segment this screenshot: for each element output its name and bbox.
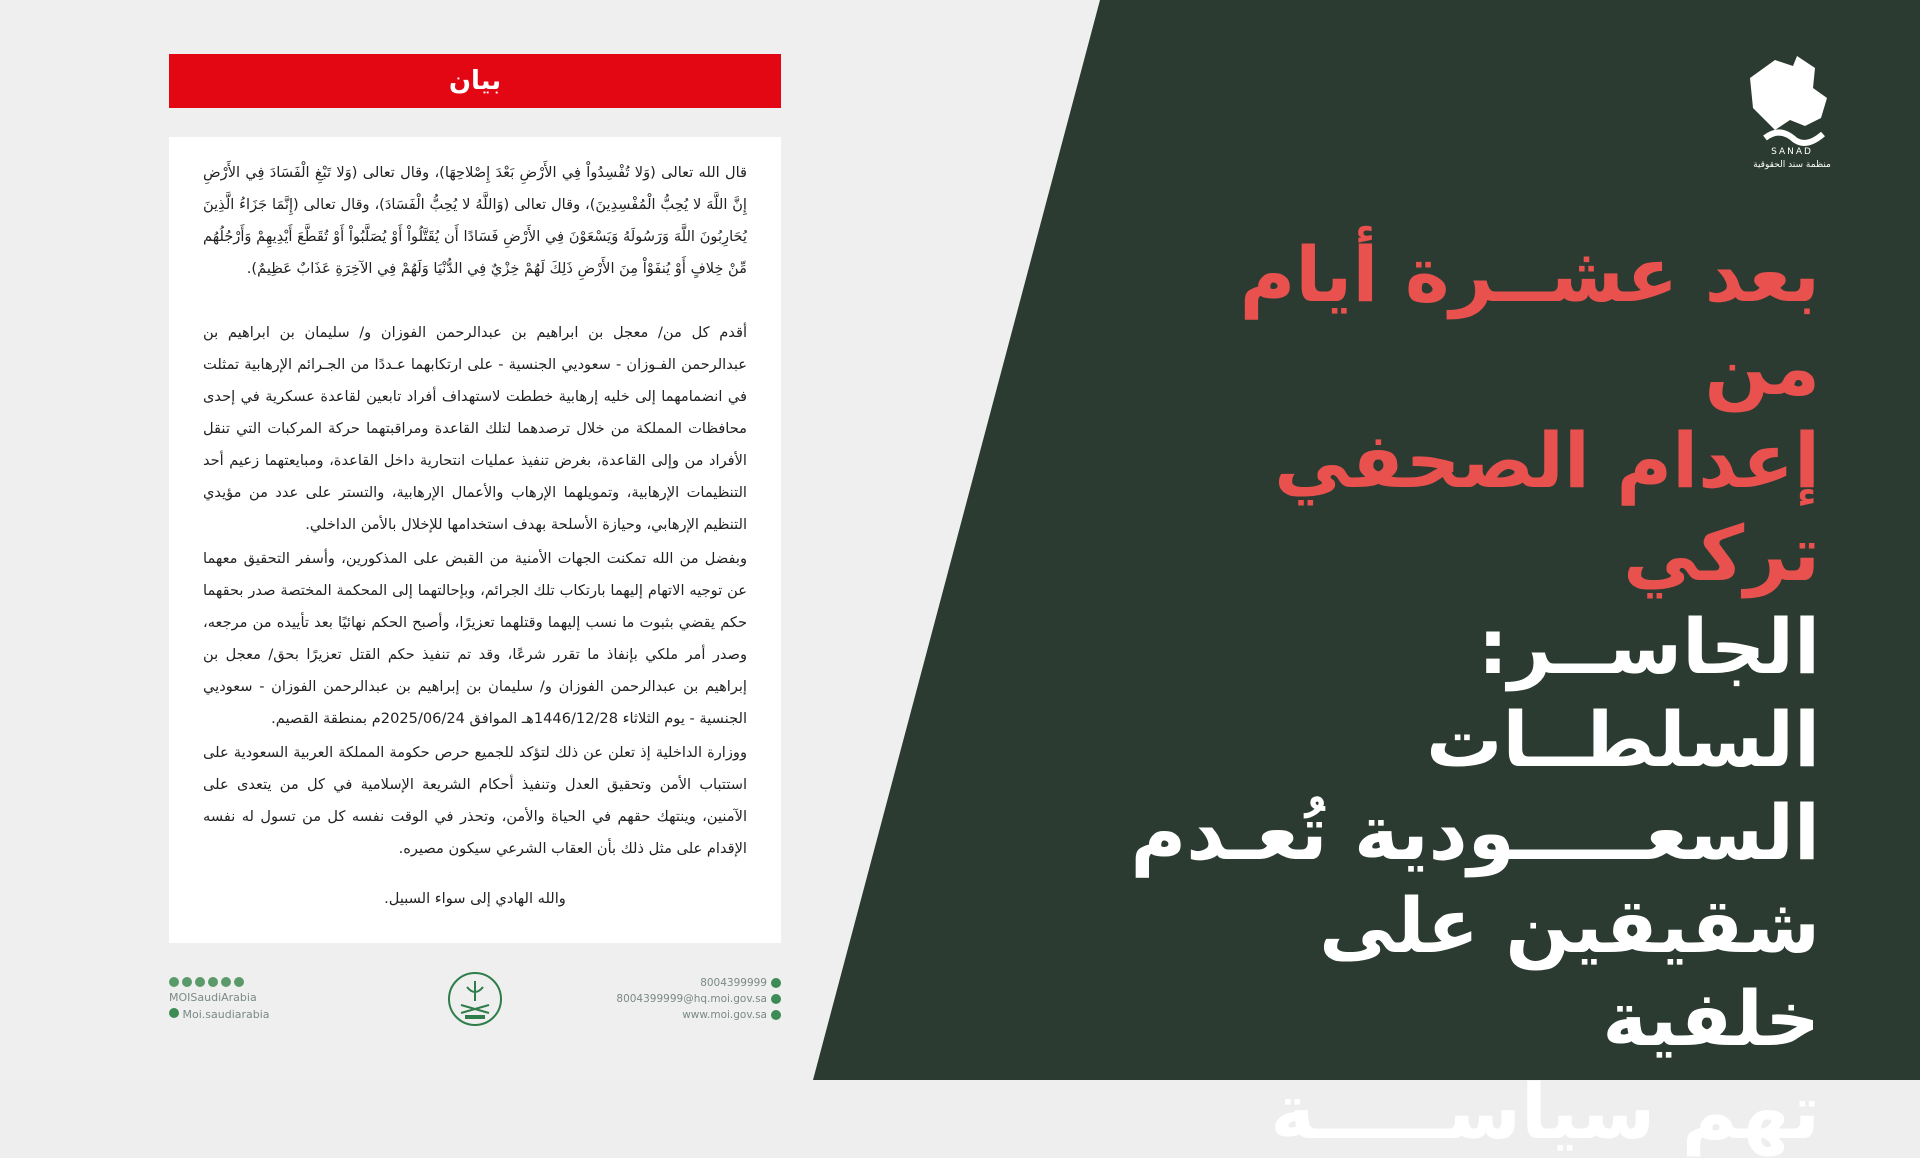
social-handle: MOISaudiArabia <box>169 991 257 1004</box>
facebook-icon <box>182 977 192 987</box>
statement-header <box>169 54 781 108</box>
statement-body <box>169 137 781 943</box>
headline <box>1120 228 1820 1158</box>
statement-paragraph-execution: وبفضل من الله تمكنت الجهات الأمنية من القبض على المذكورين، وأسفر التحقيق معهما عن توجيه الاتهام إليهما بارتكاب تلك الجرائم، وبإحالتهما إلى المحكمة المختصة صدر بحقهما حكم يقضي بثبوت ما نسب إليهما وقتلهما تعزيرًا، وأصبح الحكم نهائيًا بعد تأييده من مرجعه، وصدر أمر ملكي بإنفاذ ما تقرر شرعًا، وقد تم تنفيذ حكم القتل تعزيرًا بحق/ معجل بن إبراهيم بن عبدالرحمن الفوزان و/ سليمان بن إبراهيم بن عبدالرحمن الفوزان - سعوديي الجنسية - يوم الثلاثاء 1446/12/28هـ الموافق 2025/06/24م بمنطقة القصيم. <box>203 550 747 727</box>
headline-white-line-2: السعـــــودية تُعـدم <box>1130 788 1820 877</box>
phone-number: 8004399999 <box>700 977 767 989</box>
phone-icon <box>771 978 781 988</box>
quran-verses: قال الله تعالى (وَلا تُفْسِدُواْ فِي الأَرْضِ بَعْدَ إِصْلاحِهَا)، وقال تعالى (وَلا تَبْغِ الْفَسَادَ فِي الأَرْضِ إِنَّ اللَّهَ لا يُحِبُّ الْمُفْسِدِينَ)، وقال تعالى (وَاللَّهُ لا يُحِبُّ الْفَسَادَ)، وقال تعالى (إِنَّمَا جَزَاءُ الَّذِينَ يُحَارِبُونَ اللَّهَ وَرَسُولَهُ وَيَسْعَوْنَ فِي الأَرْضِ فَسَادًا أَن يُقَتَّلُواْ أَوْ يُصَلَّبُواْ أَوْ تُقَطَّعَ أَيْدِيهِمْ وَأَرْجُلُهُم مِّنْ خِلافٍ أَوْ يُنفَوْاْ مِنَ الأَرْضِ ذَلِكَ لَهُمْ خِزْيٌ فِي الدُّنْيَا وَلَهُمْ فِي الآخِرَةِ عَذَابٌ عَظِيمٌ). <box>203 164 747 277</box>
youtube-icon <box>208 977 218 987</box>
social-icons <box>169 977 270 987</box>
headline-red-line-2: إعدام الصحفي تركي <box>1274 416 1820 598</box>
snap-handle: Moi.saudiarabia <box>182 1008 270 1021</box>
logo-name-ar: منظمة سند الحقوقية <box>1753 160 1831 170</box>
email-icon <box>771 994 781 1004</box>
globe-icon <box>771 1010 781 1020</box>
headline-white-line-3: شقيقين على خلفية <box>1319 881 1820 1063</box>
snapchat-icon <box>169 1008 179 1018</box>
footer-social <box>169 977 270 1025</box>
statement-title: بيان <box>448 66 502 96</box>
statement-paragraph-charges: أقدم كل من/ معجل بن ابراهيم بن عبدالرحمن الفوزان و/ سليمان بن ابراهيم بن عبدالرحمن الفـوزان - سعوديي الجنسية - على ارتكابهما عـددًا من الجـرائم الإرهابية تمثلت في انضمامهما إلى خليه إرهابية خططت لاستهداف أفراد تابعين لقاعدة عسكرية في إحدى محافظات المملكة من خلال ترصدهما لتلك القاعدة ومراقبتهما حركة المركبات التي تنقل الأفراد من وإلى القاعدة، بغرض تنفيذ عمليات انتحارية داخل القاعدة، ومبايعتهما زعيم أحد التنظيمات الإرهابية، وتمويلهما الإرهاب والأعمال الإرهابية، والتستر على عدد من مؤيدي التنظيم الإرهابي، وحيازة الأسلحة بهدف استخدامها للإخلال بالأمن الداخلي. <box>203 324 747 533</box>
statement-document <box>169 0 781 1080</box>
statement-footer <box>169 965 781 1035</box>
statement-paragraph-ministry: ووزارة الداخلية إذ تعلن عن ذلك لتؤكد للجميع حرص حكومة المملكة العربية السعودية على استتباب الأمن وتحقيق العدل وتنفيذ أحكام الشريعة الإسلامية في كل من يتعدى على الآمنين، وينتهك حقهم في الحياة والأمن، وتحذر في الوقت نفسه كل من تسول له نفسه الإقدام على مثل ذلك بأن العقاب الشرعي سيكون مصيره. <box>203 744 747 857</box>
statement-closing: والله الهادي إلى سواء السبيل. <box>384 890 566 907</box>
website-url: www.moi.gov.sa <box>682 1009 767 1021</box>
x-icon <box>169 977 179 987</box>
moi-emblem-icon <box>447 971 503 1027</box>
email-address: 8004399999@hq.moi.gov.sa <box>616 993 767 1005</box>
telegram-icon <box>234 977 244 987</box>
headline-red-line-1: بعد عشــرة أيام من <box>1239 230 1820 412</box>
headline-white-line-1: الجاســر: السلطــات <box>1426 602 1820 784</box>
tiktok-icon <box>221 977 231 987</box>
instagram-icon <box>195 977 205 987</box>
sanad-logo-icon <box>1735 48 1845 178</box>
logo-name-en: SANAD <box>1771 147 1813 157</box>
footer-contacts <box>616 977 781 1025</box>
headline-white-line-4: تهم سياســـــة <box>1270 1067 1820 1156</box>
